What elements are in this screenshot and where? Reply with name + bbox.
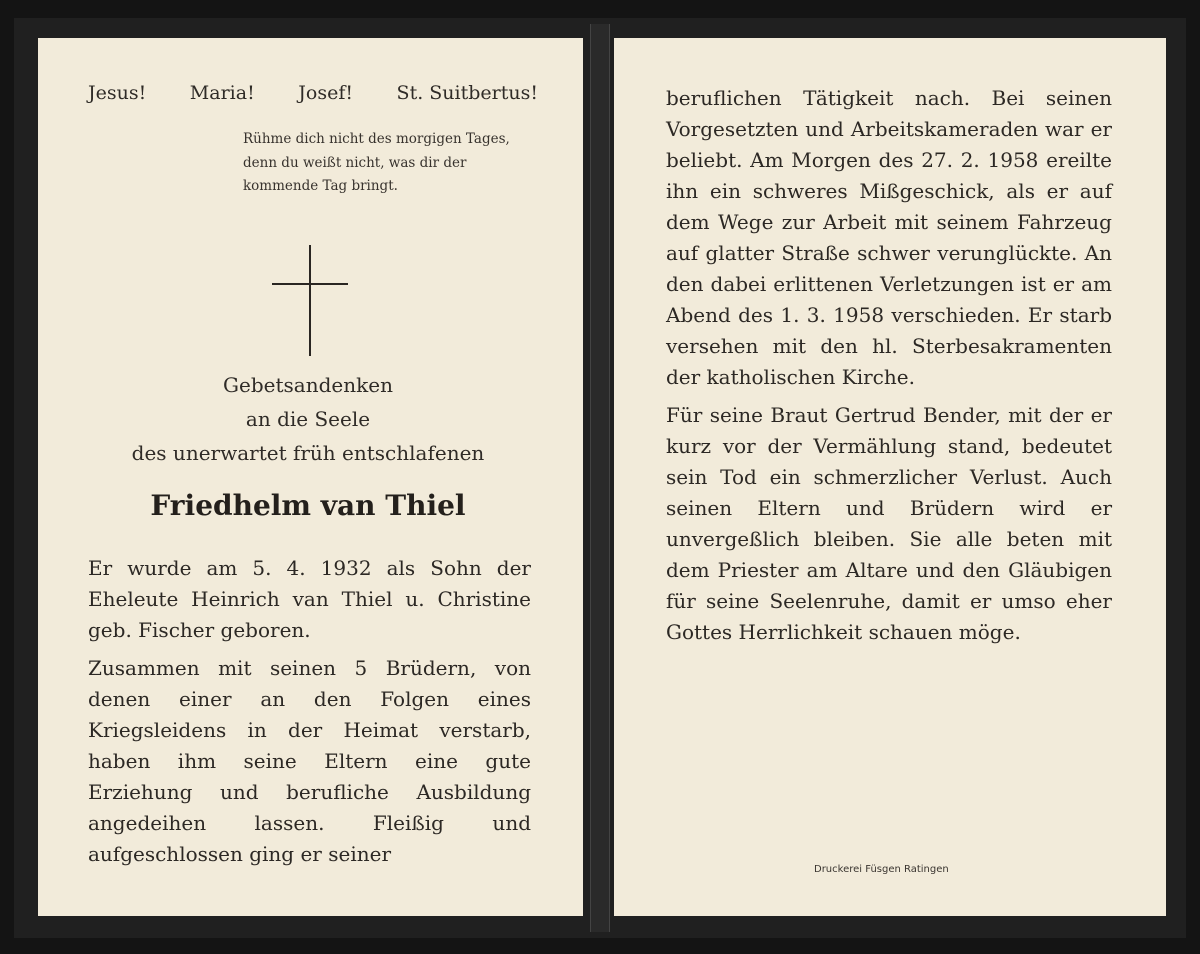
memorial-heading [78, 368, 538, 470]
deceased-name: Friedhelm van Thiel [150, 489, 466, 522]
invocation-suitbertus: St. Suitbertus! [396, 82, 538, 104]
paragraph: beruflichen Tätigkeit nach. Bei seinen Vorgesetzten und Arbeitskameraden war er beliebt. Am Morgen des 27. 2. 1958 ereilte ihn ein schweres Mißgeschick, als er auf dem Wege zur Arbeit mit seinem Fahrzeug auf glatter Straße schwer verunglückte. An den dabei erlittenen Verletzungen ist er am Abend des 1. 3. 1958 verschieden. Er starb versehen mit den hl. Sterbesakramenten der katholischen Kirche. [666, 86, 1112, 389]
motto-line: kommende Tag bringt. [243, 178, 398, 194]
motto-line: Rühme dich nicht des morgigen Tages, [243, 131, 510, 147]
motto-quote [243, 128, 563, 199]
left-page [38, 38, 583, 916]
paragraph: Für seine Braut Gertrud Bender, mit der er kurz vor der Vermählung stand, bedeutet sein Tod ein schmerzlicher Verlust. Auch seinen Eltern und Brüdern wird er unvergeßlich bleiben. Sie alle beten mit dem Priester am Altare und den Gläubigen für seine Seelenruhe, damit er umso eher Gottes Herrlichkeit schauen möge. [666, 403, 1112, 644]
left-body [88, 553, 531, 877]
memorial-line: des unerwartet früh entschlafenen [131, 441, 485, 465]
paragraph: Er wurde am 5. 4. 1932 als Sohn der Eheleute Heinrich van Thiel u. Christine geb. Fischer geboren. [88, 556, 531, 642]
invocation-maria: Maria! [189, 82, 255, 104]
memorial-line: an die Seele [245, 407, 371, 431]
right-body [666, 83, 1112, 655]
invocation-josef: Josef! [298, 82, 353, 104]
card-fold [590, 24, 610, 932]
invocations [88, 82, 538, 104]
right-page [614, 38, 1166, 916]
printer-imprint: Druckerei Füsgen Ratingen [814, 864, 949, 875]
paragraph: Zusammen mit seinen 5 Brüdern, von denen einer an den Folgen eines Kriegsleidens in der Heimat verstarb, haben ihm seine Eltern eine gute Erziehung und berufliche Ausbildung angedeihen lassen. Fleißig und aufgeschlossen ging er seiner [88, 656, 531, 866]
motto-line: denn du weißt nicht, was dir der [243, 154, 467, 171]
invocation-jesus: Jesus! [88, 82, 147, 104]
memorial-line: Gebetsandenken [223, 373, 393, 397]
cross-icon [270, 243, 350, 358]
